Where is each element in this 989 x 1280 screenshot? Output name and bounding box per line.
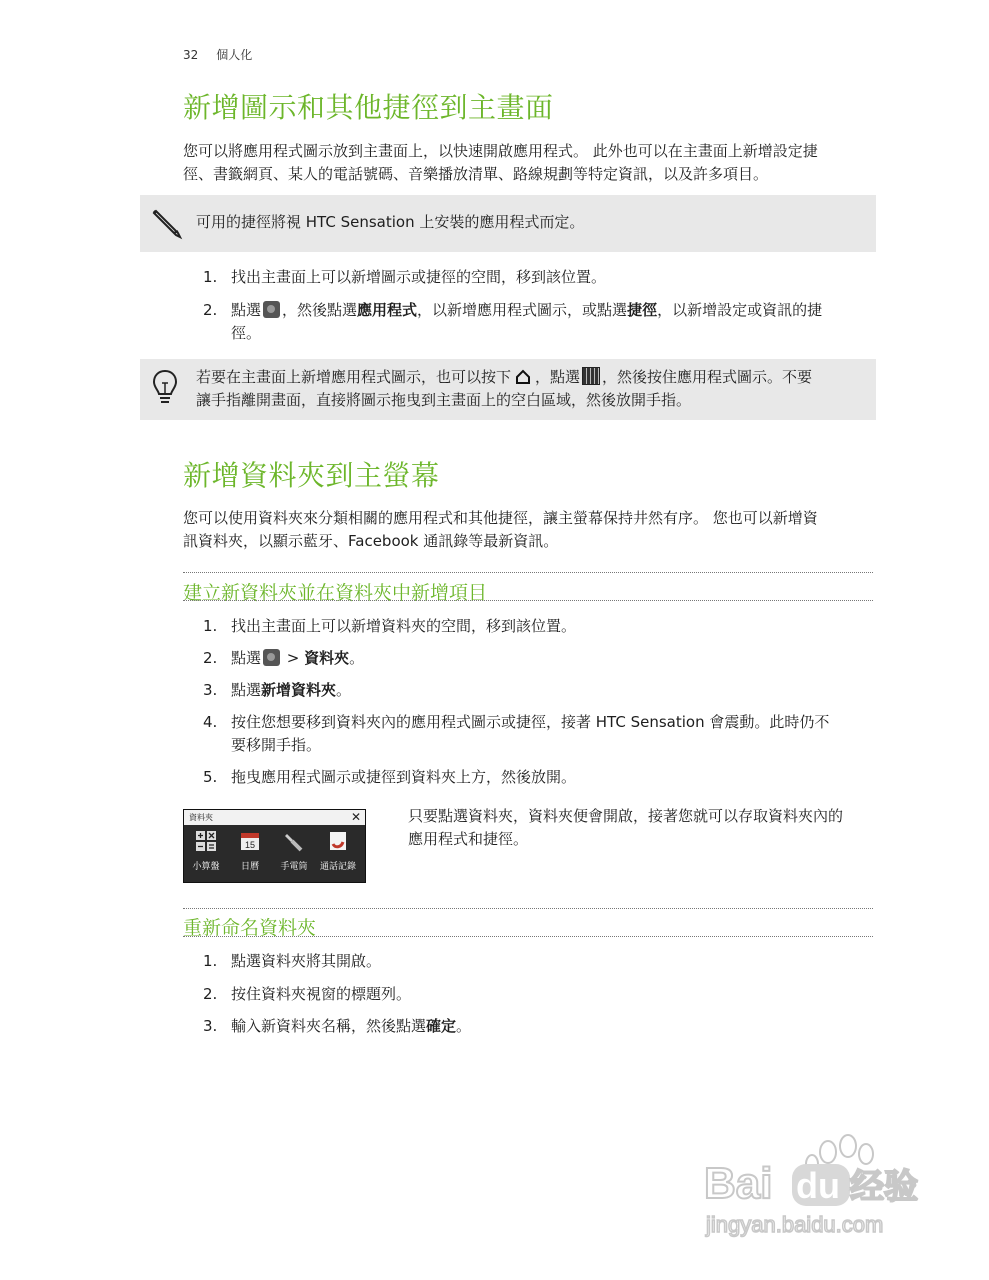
folder-item-calendar: 15 日曆 bbox=[228, 830, 272, 872]
tip-box bbox=[140, 359, 876, 420]
list-item: 3. 點選新增資料夾。 bbox=[203, 681, 352, 699]
calendar-icon bbox=[239, 830, 261, 852]
tip-text: 若要在主畫面上新增應用程式圖示，也可以按下 ，點選 ，然後按住應用程式圖示。不要 讓手指離開畫面，直接將圖示拖曳到主畫面上的空白區域，然後放開手指。 bbox=[196, 368, 813, 409]
list-item: 2. 點選 ，然後點選應用程式，以新增應用程式圖示，或點選捷徑，以新增設定或資訊的捷 徑。 bbox=[203, 301, 823, 342]
personalize-icon bbox=[263, 649, 280, 666]
svg-text:经验: 经验 bbox=[850, 1167, 918, 1207]
calculator-icon bbox=[195, 830, 217, 852]
section-title-shortcuts: 新增圖示和其他捷徑到主畫面 bbox=[183, 91, 554, 124]
folder-item-flashlight: 手電筒 bbox=[272, 830, 316, 872]
svg-text:15: 15 bbox=[244, 840, 256, 850]
folder-widget-screenshot bbox=[183, 809, 366, 883]
subsection-title-rename-folder: 重新命名資料夾 bbox=[183, 917, 317, 939]
list-item: 2. 點選 > 資料夾。 bbox=[203, 649, 365, 667]
note-text: 可用的捷徑將視 HTC Sensation 上安裝的應用程式而定。 bbox=[196, 213, 585, 231]
pencil-icon bbox=[148, 205, 184, 241]
folder-item-calculator: 小算盤 bbox=[184, 830, 228, 872]
svg-text:du: du bbox=[796, 1165, 840, 1206]
section2-intro: 您可以使用資料夾來分類相關的應用程式和其他捷徑，讓主螢幕保持井然有序。 您也可以新增資 訊資料夾，以顯示藍牙、Facebook 通訊錄等最新資訊。 bbox=[183, 509, 818, 550]
list-item: 1. 點選資料夾將其開啟。 bbox=[203, 952, 382, 970]
list-item: 1. 找出主畫面上可以新增資料夾的空間，移到該位置。 bbox=[203, 617, 577, 635]
call-history-icon bbox=[327, 830, 349, 852]
section-name: 個人化 bbox=[216, 48, 253, 62]
folder-item-call-history: 通話記錄 bbox=[316, 830, 360, 872]
home-icon bbox=[515, 369, 531, 385]
folder-open-description: 只要點選資料夾，資料夾便會開啟，接著您就可以存取資料夾內的 應用程式和捷徑。 bbox=[408, 807, 844, 848]
list-item: 1. 找出主畫面上可以新增圖示或捷徑的空間，移到該位置。 bbox=[203, 268, 607, 286]
baidu-jingyan-watermark bbox=[700, 1130, 940, 1250]
list-item: 2. 按住資料夾視窗的標題列。 bbox=[203, 985, 412, 1003]
close-icon: ✕ bbox=[350, 810, 361, 824]
page-number: 32 bbox=[183, 48, 199, 62]
divider bbox=[183, 572, 873, 573]
list-item: 3. 輸入新資料夾名稱，然後點選確定。 bbox=[203, 1017, 472, 1035]
svg-text:jingyan.baidu.com: jingyan.baidu.com bbox=[706, 1212, 884, 1237]
divider bbox=[183, 936, 873, 937]
personalize-icon bbox=[263, 301, 280, 318]
svg-text:Bai: Bai bbox=[704, 1159, 773, 1208]
section1-intro: 您可以將應用程式圖示放到主畫面上，以快速開啟應用程式。 此外也可以在主畫面上新增設定捷 徑、書籤網頁、某人的電話號碼、音樂播放清單、路線規劃等特定資訊，以及許多項目。 bbox=[183, 142, 818, 183]
divider bbox=[183, 600, 873, 601]
section-title-folders: 新增資料夾到主螢幕 bbox=[183, 459, 440, 492]
flashlight-icon bbox=[283, 830, 305, 852]
all-apps-icon bbox=[582, 367, 600, 385]
note-box bbox=[140, 195, 876, 252]
subsection-title-create-folder: 建立新資料夾並在資料夾中新增項目 bbox=[183, 582, 488, 604]
page-header bbox=[183, 46, 252, 63]
folder-title-bar: 資料夾 ✕ bbox=[184, 810, 365, 825]
list-item: 4. 按住您想要移到資料夾內的應用程式圖示或捷徑，接著 HTC Sensation 會震動。此時仍不 要移開手指。 bbox=[203, 713, 830, 754]
lightbulb-icon bbox=[152, 369, 178, 407]
list-item: 5. 拖曳應用程式圖示或捷徑到資料夾上方，然後放開。 bbox=[203, 768, 577, 786]
